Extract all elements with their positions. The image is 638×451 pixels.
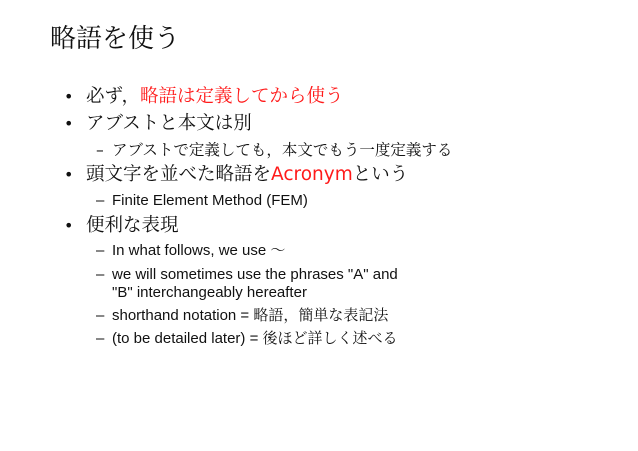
sub-text: In what follows, we use 〜 (112, 242, 286, 260)
sub-dash: – (96, 330, 105, 348)
sub-item-fem (64, 192, 624, 210)
bullet-useful-expressions (64, 215, 624, 236)
bullet-highlight: 略語は定義してから使う (140, 86, 344, 107)
bullet-prefix: 必ず， (86, 86, 141, 107)
bullet-text (86, 164, 408, 185)
bullet-text (86, 86, 344, 107)
bullet-prefix: 頭文字を並べた略語を (86, 164, 272, 186)
bullet-define-before-use (64, 86, 624, 107)
sub-text: Finite Element Method (FEM) (112, 191, 308, 209)
bullet-dot: • (64, 165, 74, 185)
sub-item-shorthand (64, 307, 624, 325)
bullet-acronym (64, 164, 624, 185)
sub-item-detailed-later (64, 330, 624, 348)
sub-dash: – (96, 242, 105, 260)
sub-item-in-what-follows (64, 242, 624, 260)
bullet-highlight: Acronym (271, 164, 353, 186)
bullet-text: 便利な表現 (86, 215, 179, 236)
bullet-dot: • (64, 114, 74, 134)
sub-item-interchangeably (64, 266, 624, 303)
sub-dash: – (96, 265, 105, 283)
bullet-text: アブストと本文は別 (86, 113, 252, 135)
slide-title: 略語を使う (50, 24, 181, 54)
bullet-suffix: という (352, 164, 409, 186)
sub-dash: – (96, 140, 104, 159)
bullet-dot: • (64, 216, 74, 235)
sub-dash: – (96, 307, 105, 325)
sub-text: we will sometimes use the phrases "A" and "B" interchangeably hereafter (112, 265, 398, 301)
sub-text: アブストで定義しても，本文でもう一度定義する (112, 140, 453, 159)
slide-content (64, 86, 624, 354)
sub-dash: – (96, 191, 105, 209)
bullet-dot: • (64, 87, 74, 106)
sub-item-redefine (64, 141, 624, 160)
sub-text: (to be detailed later) = 後ほど詳しく述べる (112, 330, 398, 348)
bullet-abstract-separate (64, 113, 624, 134)
sub-text: shorthand notation = 略語，簡単な表記法 (112, 307, 389, 325)
